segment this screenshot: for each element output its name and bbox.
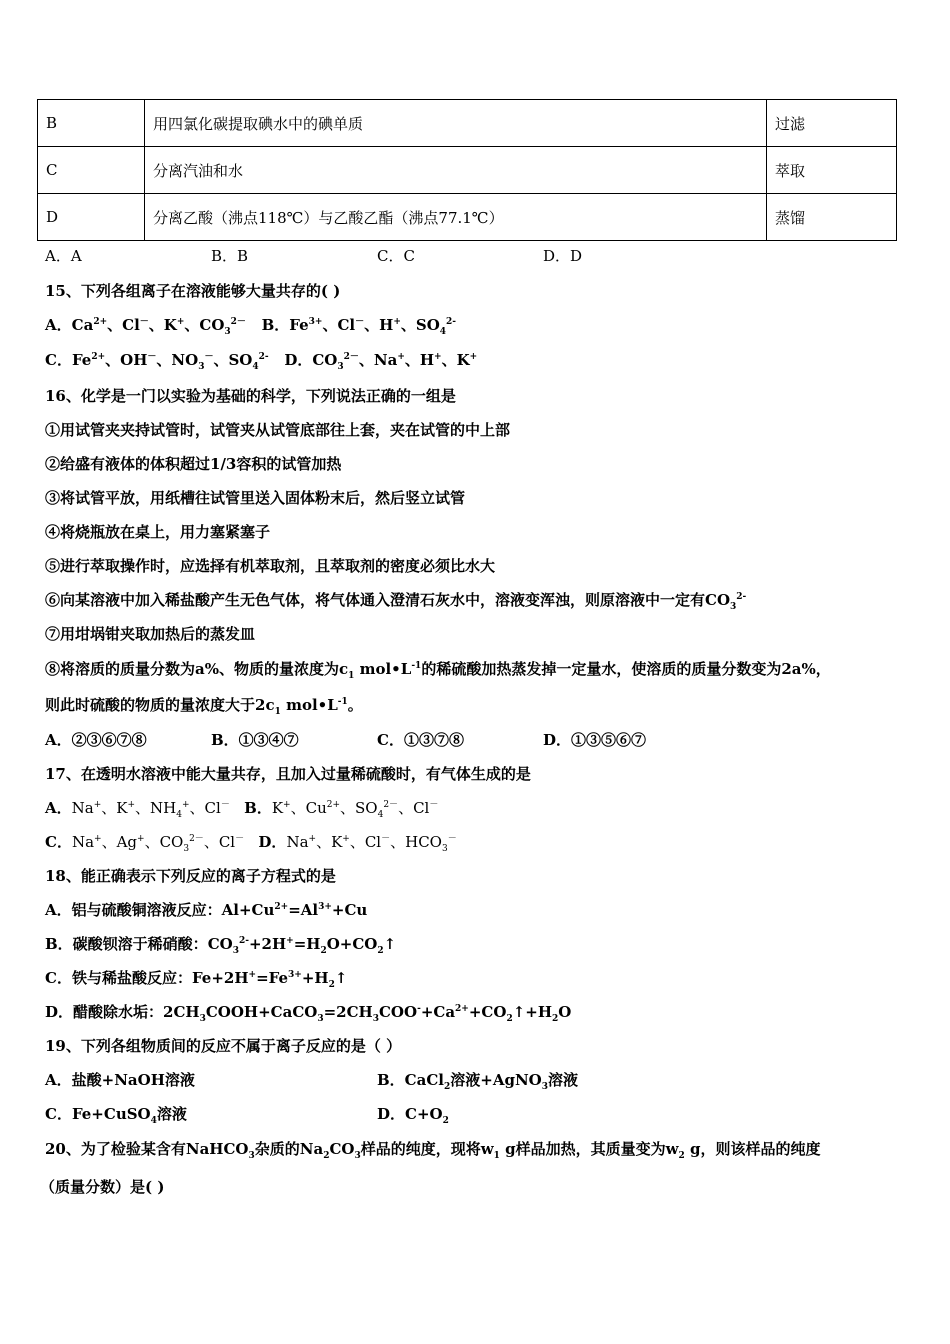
q16-option-a: A．②③⑥⑦⑧: [45, 731, 147, 749]
q20-part: g，则该样品的纯度: [684, 1140, 821, 1158]
q16-statement-2: ②给盛有液体的体积超过1/3容积的试管加热: [45, 455, 342, 473]
table-cell-label: B: [38, 100, 145, 147]
q16-stem: 16、化学是一门以实验为基础的科学，下列说法正确的一组是: [45, 387, 456, 405]
q16-s8-part: mol•L: [280, 696, 338, 714]
q19-option-a: A．盐酸+NaOH溶液: [45, 1071, 195, 1089]
options-table: [37, 99, 897, 241]
q19-b-part: 溶液+AgNO: [450, 1071, 542, 1089]
q20-stem: 20、为了检验某含有NaHCO$_3$杂质的$Na_2CO_3$样品的纯度，现将$w_1$ g样品加热，其质量变为$w_2$ g，则该样品的纯度: [45, 1140, 821, 1161]
q19-option-d: D．$C+O_2$: [377, 1105, 449, 1126]
q20-part: CO: [329, 1140, 355, 1158]
q19-option-b: B．CaCl$_2$溶液+AgNO$_3$溶液: [377, 1071, 579, 1092]
q18-option-b-text: B．碳酸钡溶于稀硝酸：: [45, 935, 208, 953]
q15-options-ab: A．$Ca^{2+}$、Cl－、K+、$CO_3^{2-}$ B．$Fe^{3+}$、Cl－、H+、$SO_4^{2-}$: [45, 316, 457, 337]
q16-option-d: D．①③⑤⑥⑦: [543, 731, 647, 749]
q18-option-b: B．碳酸钡溶于稀硝酸：$CO_3^{2-}+2H^+=H_2O+CO_2↑$: [45, 935, 397, 956]
table-row: [38, 194, 897, 241]
table-cell-desc: 分离乙酸（沸点118℃）与乙酸乙酯（沸点77.1℃）: [145, 194, 767, 241]
q20-part: 杂质的Na: [254, 1140, 324, 1158]
q15-stem: 15、下列各组离子在溶液能够大量共存的( ): [45, 282, 341, 300]
q14-option-b: B．B: [211, 247, 249, 265]
q16-options: [45, 730, 646, 750]
q14-option-d: D．D: [543, 247, 583, 265]
q16-statement-3: ③将试管平放，用纸槽往试管里送入固体粉末后，然后竖立试管: [45, 489, 466, 507]
q16-statement-8: ⑧将溶质的质量分数为a%、物质的量浓度为$c_1$ $mol•L^{-1}$的稀硫酸加热蒸发掉一定量水，使溶质的质量分数变为2a%，: [45, 660, 831, 681]
q18-stem: 18、能正确表示下列反应的离子方程式的是: [45, 867, 336, 885]
q19-c-part: C．Fe+CuSO: [45, 1105, 151, 1123]
q20-part: g样品加热，其质量变为w: [499, 1140, 679, 1158]
table-row: [38, 100, 897, 147]
q17-options-cd: C．Na+、Ag+、$CO_3^{2-}$、Cl－ D．Na+、K+、Cl－、$HCO_3^-$: [45, 833, 457, 854]
q16-statement-7: ⑦用坩埚钳夹取加热后的蒸发皿: [45, 625, 256, 643]
q16-option-c: C．①③⑦⑧: [377, 731, 464, 749]
table-row: [38, 147, 897, 194]
q15-options-cd: C．$Fe^{2+}$、OH－、$NO_3^-$、$SO_4^{2-}$ D．$CO_3^{2-}$、Na+、H+、K+: [45, 351, 478, 372]
q16-s8-part: ⑧将溶质的质量分数为a%、物质的量浓度为c: [45, 660, 349, 678]
table-cell-method: 过滤: [767, 100, 897, 147]
q16-statement-1: ①用试管夹夹持试管时，试管夹从试管底部往上套，夹在试管的中上部: [45, 421, 511, 439]
q16-option-b: B．①③④⑦: [211, 731, 299, 749]
q15-option-b-label: B．: [261, 316, 290, 334]
q14-option-c: C．C: [377, 247, 415, 265]
table-cell-label: D: [38, 194, 145, 241]
q17-options-ab: A．Na+、K+、$NH_4^+$、Cl－ B．K+、$Cu^{2+}$、$SO_4^{2-}$、Cl－: [45, 799, 439, 820]
q16-s8-part: 的稀硫酸加热蒸发掉一定量水，使溶质的质量分数变为2a%，: [421, 660, 831, 678]
q16-statement-8-cont: 则此时硫酸的物质的量浓度大于$2c_1$ $mol•L^{-1}$。: [45, 696, 363, 717]
q16-s8-part: 则此时硫酸的物质的量浓度大于2c: [45, 696, 275, 714]
q18-option-c-text: C．铁与稀盐酸反应：: [45, 969, 192, 987]
table-cell-method: 蒸馏: [767, 194, 897, 241]
q14-options: [45, 246, 582, 266]
q16-statement-6: ⑥向某溶液中加入稀盐酸产生无色气体，将气体通入澄清石灰水中，溶液变浑浊，则原溶液中一定有$CO_3^{2-}$: [45, 591, 747, 612]
q19-b-part: 溶液: [548, 1071, 579, 1089]
q18-option-d: D．醋酸除水垢：$2CH_3COOH+CaCO_3=2CH_3COO^-+Ca^{2+}+CO_2↑+H_2O$: [45, 1003, 572, 1024]
q19-options-ab: [45, 1070, 578, 1090]
table-cell-desc: 分离汽油和水: [145, 147, 767, 194]
q20-part: 20、为了检验某含有NaHCO: [45, 1140, 249, 1158]
q15-option-c-label: C．: [45, 351, 72, 369]
q19-options-cd: [45, 1104, 449, 1124]
q17-stem: 17、在透明水溶液中能大量共存，且加入过量稀硫酸时，有气体生成的是: [45, 765, 531, 783]
q19-c-part: 溶液: [156, 1105, 187, 1123]
table-cell-desc: 用四氯化碳提取碘水中的碘单质: [145, 100, 767, 147]
q18-option-c: C．铁与稀盐酸反应：$Fe+2H^+=Fe^{3+}+H_2↑$: [45, 969, 348, 990]
q14-option-a: A．A: [45, 247, 82, 265]
table-cell-method: 萃取: [767, 147, 897, 194]
q16-statement-6-text: ⑥向某溶液中加入稀盐酸产生无色气体，将气体通入澄清石灰水中，溶液变浑浊，则原溶液中一定有CO: [45, 591, 731, 609]
q16-s8-part: mol•L: [354, 660, 412, 678]
q19-stem: 19、下列各组物质间的反应不属于离子反应的是（ ）: [45, 1037, 402, 1055]
q16-s8-part: 。: [347, 696, 363, 714]
q18-option-d-text: D．醋酸除水垢：: [45, 1003, 164, 1021]
q15-option-d-label: D．: [284, 351, 313, 369]
q16-statement-4: ④将烧瓶放在桌上，用力塞紧塞子: [45, 523, 271, 541]
q20-stem-cont: （质量分数）是( ): [40, 1178, 165, 1196]
q19-b-part: B．CaCl: [377, 1071, 444, 1089]
q18-option-a: A．铝与硫酸铜溶液反应：$Al+Cu^{2+}=Al^{3+}+Cu$: [45, 901, 368, 919]
q19-d-part: D．C+O: [377, 1105, 443, 1123]
q20-part: 样品的纯度，现将w: [360, 1140, 494, 1158]
table-cell-label: C: [38, 147, 145, 194]
q15-option-a-label: A．: [45, 316, 72, 334]
q18-option-a-text: A．铝与硫酸铜溶液反应：: [45, 901, 222, 919]
q19-option-c: C．Fe+CuSO$_4$溶液: [45, 1105, 187, 1126]
q16-statement-5: ⑤进行萃取操作时，应选择有机萃取剂，且萃取剂的密度必须比水大: [45, 557, 496, 575]
